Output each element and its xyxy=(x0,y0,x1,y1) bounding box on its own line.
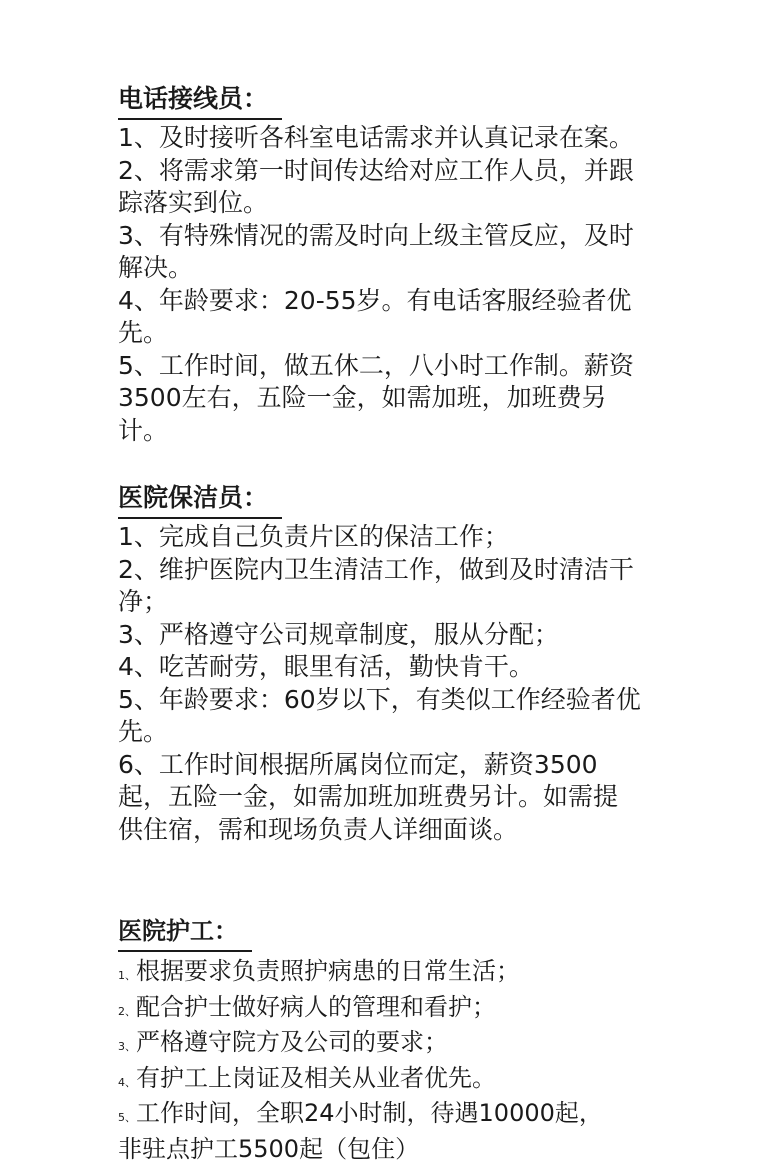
duty-line: 3500左右，五险一金，如需加班，加班费另 xyxy=(118,382,678,415)
duty-line: 供住宿，需和现场负责人详细面谈。 xyxy=(118,814,678,847)
item-number: 3、 xyxy=(118,1040,136,1053)
section-heading: 电话接线员： xyxy=(118,80,282,120)
duty-line: 4、年龄要求：20-55岁。有电话客服经验者优 xyxy=(118,285,678,318)
section-telephone-operator xyxy=(118,80,678,447)
duty-line xyxy=(118,1063,678,1099)
duty-line: 解决。 xyxy=(118,252,678,285)
duty-line: 先。 xyxy=(118,716,678,749)
duty-line xyxy=(118,956,678,992)
duty-line: 净； xyxy=(118,586,678,619)
duty-line: 计。 xyxy=(118,415,678,448)
item-number: 4、 xyxy=(118,1076,136,1089)
duty-line xyxy=(118,992,678,1028)
item-text: 配合护士做好病人的管理和看护； xyxy=(136,993,496,1021)
section-hospital-cleaner xyxy=(118,479,678,846)
duty-line: 2、维护医院内卫生清洁工作，做到及时清洁干 xyxy=(118,554,678,587)
duty-line: 1、及时接听各科室电话需求并认真记录在案。 xyxy=(118,122,678,155)
section-hospital-caregiver xyxy=(118,912,678,1165)
item-text: 有护工上岗证及相关从业者优先。 xyxy=(136,1064,496,1092)
duty-line: 2、将需求第一时间传达给对应工作人员，并跟 xyxy=(118,155,678,188)
duty-line: 1、完成自己负责片区的保洁工作； xyxy=(118,521,678,554)
job-posting-document xyxy=(118,80,678,1165)
item-number: 2、 xyxy=(118,1005,136,1018)
duty-line: 6、工作时间根据所属岗位而定，薪资3500 xyxy=(118,749,678,782)
item-text: 根据要求负责照护病患的日常生活； xyxy=(136,957,520,985)
duty-line xyxy=(118,1027,678,1063)
duty-line: 4、吃苦耐劳，眼里有活，勤快肯干。 xyxy=(118,651,678,684)
duty-line: 起，五险一金，如需加班加班费另计。如需提 xyxy=(118,781,678,814)
duty-line: 3、有特殊情况的需及时向上级主管反应，及时 xyxy=(118,220,678,253)
item-text: 工作时间，全职24小时制，待遇10000起， xyxy=(136,1099,603,1127)
duty-line: 5、工作时间，做五休二，八小时工作制。薪资 xyxy=(118,350,678,383)
section-heading: 医院护工： xyxy=(118,912,252,952)
duty-line: 非驻点护工5500起（包住） xyxy=(118,1134,678,1165)
duty-line: 踪落实到位。 xyxy=(118,187,678,220)
duty-line: 先。 xyxy=(118,317,678,350)
item-number: 5、 xyxy=(118,1111,136,1124)
duty-line: 5、年龄要求：60岁以下，有类似工作经验者优 xyxy=(118,684,678,717)
item-number: 1、 xyxy=(118,969,136,982)
item-text: 严格遵守院方及公司的要求； xyxy=(136,1028,448,1056)
duty-line: 3、严格遵守公司规章制度，服从分配； xyxy=(118,619,678,652)
duty-line xyxy=(118,1098,678,1134)
section-heading: 医院保洁员： xyxy=(118,479,282,519)
